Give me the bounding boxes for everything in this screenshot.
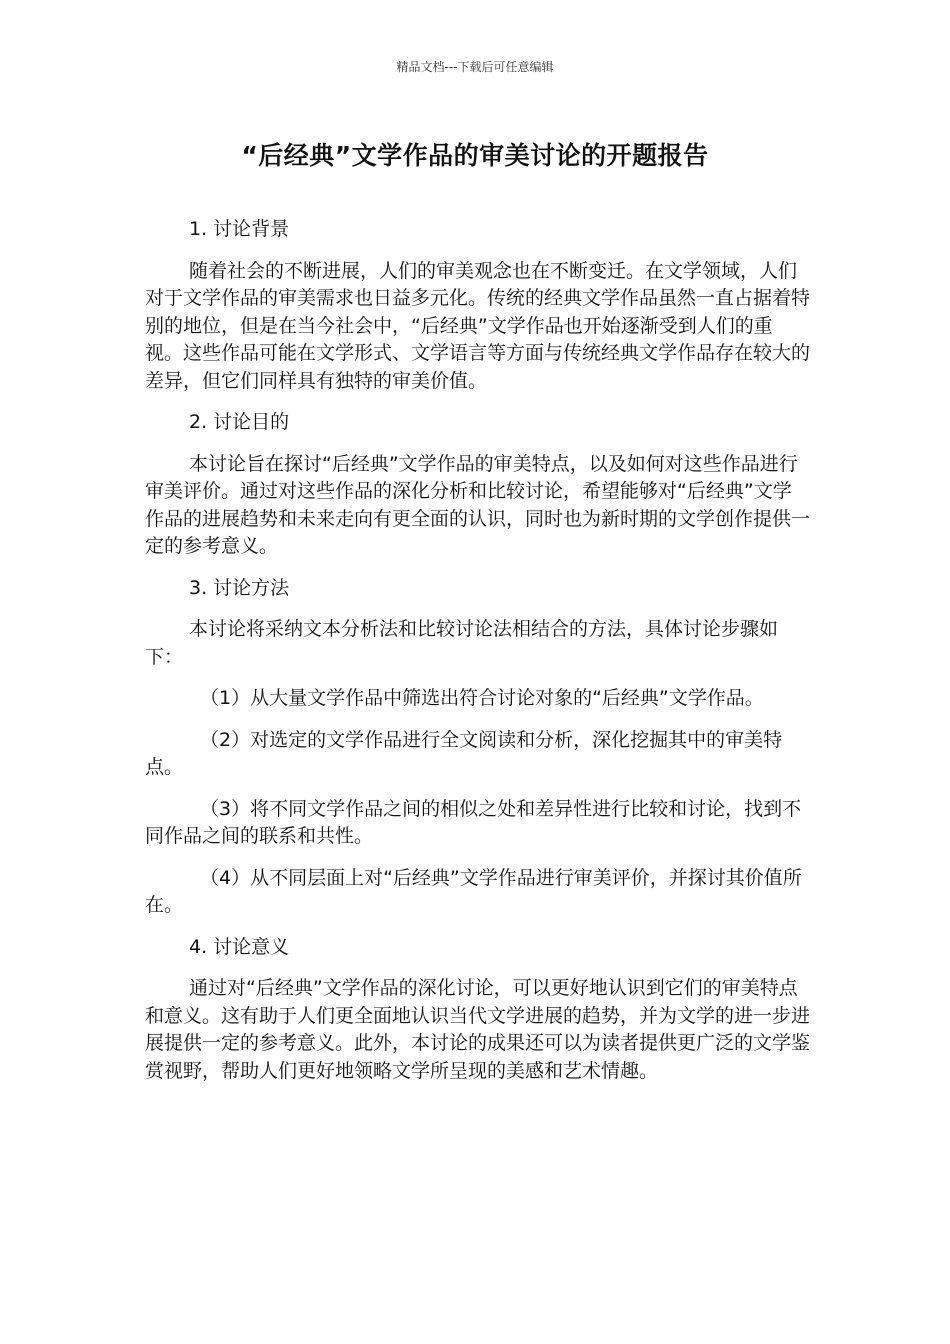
section-paragraph-background: 随着社会的不断进展，人们的审美观念也在不断变迁。在文学领域，人们对于文学作品的审美需求也日益多元化。传统的经典文学作品虽然一直占据着特别的地位，但是在当今社会中，“后经典”文学作品也开始逐渐受到人们的重视。这些作品可能在文学形式、文学语言等方面与传统经典文学作品存在较大的差异，但它们同样具有独特的审美价值。 bbox=[145, 259, 811, 392]
section-heading-significance: 4. 讨论意义 bbox=[189, 935, 290, 958]
section-paragraph-purpose: 本讨论旨在探讨“后经典”文学作品的审美特点，以及如何对这些作品进行审美评价。通过对这些作品的深化分析和比较讨论，希望能够对“后经典”文学作品的进展趋势和未来走向有更全面的认识，同时也为新时期的文学创作提供一定的参考意义。 bbox=[145, 452, 811, 557]
section-heading-purpose: 2. 讨论目的 bbox=[189, 411, 290, 433]
section-paragraph-method: 本讨论将采纳文本分析法和比较讨论法相结合的方法，具体讨论步骤如下： bbox=[145, 618, 779, 668]
section-paragraph-significance: 通过对“后经典”文学作品的深化讨论，可以更好地认识到它们的审美特点和意义。这有助于人们更全面地认识当代文学进展的趋势，并为文学的进一步进展提供一定的参考意义。此外，本讨论的成果还可以为读者提供更广泛的文学鉴赏视野，帮助人们更好地领略文学所呈现的美感和艺术情趣。 bbox=[145, 977, 811, 1082]
document-title: “后经典”文学作品的审美讨论的开题报告 bbox=[241, 141, 709, 170]
document-body bbox=[145, 216, 810, 1099]
method-step: （4）从不同层面上对“后经典”文学作品进行审美评价，并探讨其价值所在。 bbox=[145, 866, 802, 916]
method-step: （1）从大量文学作品中筛选出符合讨论对象的“后经典”文学作品。 bbox=[200, 687, 764, 709]
page-header-note: 精品文档---下载后可任意编辑 bbox=[396, 60, 554, 74]
section-heading-method: 3. 讨论方法 bbox=[189, 576, 290, 599]
method-step: （3）将不同文学作品之间的相似之处和差异性进行比较和讨论，找到不同作品之间的联系和共性。 bbox=[145, 797, 802, 847]
section-heading-background: 1. 讨论背景 bbox=[189, 218, 290, 240]
method-step: （2）对选定的文学作品进行全文阅读和分析，深化挖掘其中的审美特点。 bbox=[145, 728, 783, 778]
